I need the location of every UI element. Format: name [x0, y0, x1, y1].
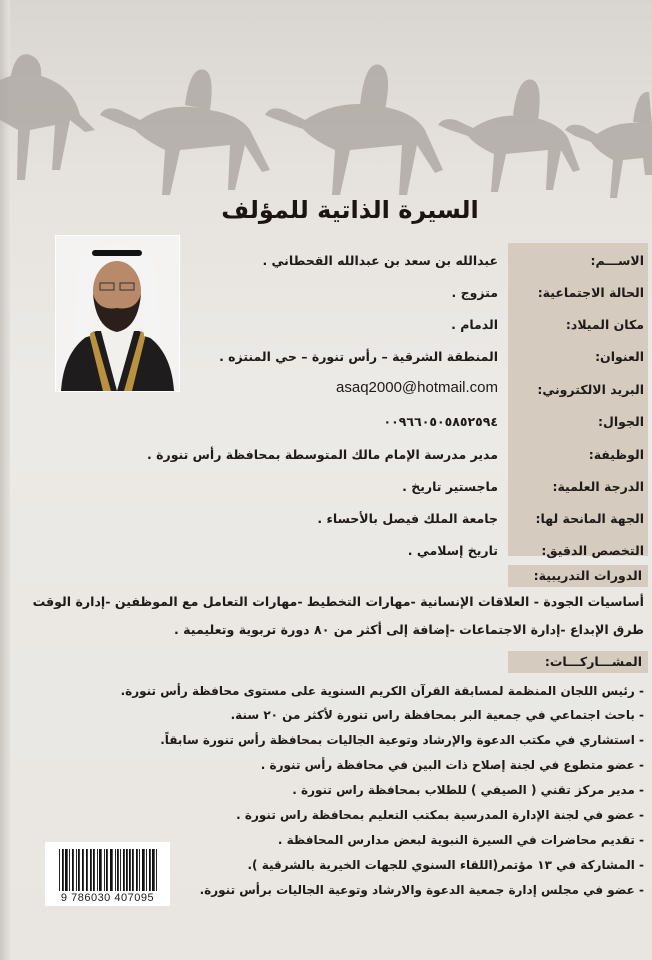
bio-value: جامعة الملك فيصل بالأحساء .: [317, 511, 498, 526]
courses-line: أساسيات الجودة - العلاقات الإنسانية -مهارات التخطيط -مهارات التعامل مع الموظفين -إدارة الوقت: [32, 594, 644, 609]
barcode-bar: [76, 849, 77, 891]
barcode-bar: [106, 849, 108, 891]
camel-silhouette-3: [265, 65, 443, 196]
camel-silhouette-5: [565, 92, 652, 198]
camel-caravan-illustration: [0, 20, 652, 220]
bio-label: الجوال:: [598, 414, 644, 429]
barcode-bar: [97, 849, 98, 891]
bio-label: الجهة المانحة لها:: [535, 511, 644, 526]
courses-line: طرق الإبداع -إدارة الاجتماعات -إضافة إلى أكثر من ٨٠ دورة تربوية وتعليمية .: [174, 622, 644, 637]
bio-row-email: [186, 379, 648, 404]
camel-silhouette-1: [0, 54, 95, 180]
barcode-bar: [146, 849, 147, 891]
barcode-bar: [93, 849, 95, 891]
barcode-bar: [82, 849, 84, 891]
bio-value: المنطقة الشرقية – رأس تنورة – حي المنتزه .: [219, 349, 498, 364]
barcode-bar: [149, 849, 151, 891]
barcode-bar: [115, 849, 116, 891]
bio-label: البريد الالكتروني:: [537, 382, 644, 397]
bio-value: ماجستير تاريخ .: [402, 479, 498, 494]
list-item: - عضو في لجنة الإدارة المدرسية بمكتب التعليم بمحافظة راس تنورة .: [236, 808, 644, 822]
barcode-bar: [62, 849, 64, 891]
barcode-bar: [123, 849, 125, 891]
list-item: - رئيس اللجان المنظمة لمسابقة القرآن الكريم السنوية على مستوى محافظة رأس تنورة.: [120, 684, 644, 698]
participations-heading: المشـــاركـــات:: [508, 651, 648, 673]
list-item: - تقديم محاضرات في السيرة النبوية لبعض مدارس المحافظة .: [277, 833, 644, 847]
bio-value-email: asaq2000@hotmail.com: [336, 379, 498, 396]
barcode-bar: [69, 849, 70, 891]
barcode-bar: [99, 849, 102, 891]
bio-label: الاســـم:: [590, 253, 644, 268]
page-title: السيرة الذاتية للمؤلف: [221, 196, 479, 224]
list-item: - باحث اجتماعي في جمعية البر بمحافظة راس تنورة لأكثر من ٢٠ سنة.: [230, 708, 644, 722]
barcode-bar: [142, 849, 145, 891]
camel-silhouette-4: [438, 79, 580, 192]
bio-row-address: [186, 349, 648, 371]
barcode-bar: [139, 849, 140, 891]
bio-label: العنوان:: [595, 349, 644, 364]
barcode-bar: [152, 849, 155, 891]
barcode-bar: [86, 849, 88, 891]
camel-silhouette-2: [100, 69, 270, 195]
bio-row-marital-status: [186, 285, 648, 307]
bio-row-job: [147, 447, 648, 469]
bio-value: مدير مدرسة الإمام مالك المتوسطة بمحافظة رأس تنورة .: [147, 447, 498, 462]
bio-row-name: [186, 253, 648, 275]
bio-label: التخصص الدقيق:: [541, 543, 644, 558]
barcode-bar: [120, 849, 121, 891]
barcode-bar: [129, 849, 131, 891]
barcode-bar: [117, 849, 119, 891]
bio-label: مكان الميلاد:: [565, 317, 644, 332]
bio-row-specialization: [186, 543, 648, 565]
barcode-bar: [72, 849, 74, 891]
barcode-bar: [110, 849, 113, 891]
bio-row-birthplace: [186, 317, 648, 339]
author-photo: [55, 235, 180, 392]
courses-heading: الدورات التدريبية:: [508, 565, 648, 587]
bio-label: الدرجة العلمية:: [552, 479, 644, 494]
list-item: - عضو في مجلس إدارة جمعية الدعوة والارشاد وتوعية الجاليات برأس تنورة.: [199, 883, 644, 897]
barcode-bar: [156, 849, 157, 891]
barcode-bar: [78, 849, 80, 891]
list-item: - استشاري في مكتب الدعوة والإرشاد وتوعية الجاليات بمحافظة رأس تنورة سابقاً.: [160, 733, 644, 747]
barcode-bar: [104, 849, 105, 891]
barcode-bar: [59, 849, 60, 891]
bio-value: تاريخ إسلامي .: [407, 543, 498, 558]
list-item: - عضو متطوع في لجنة إصلاح ذات البين في محافظة رأس تنورة .: [260, 758, 644, 772]
list-item: - المشاركة في ١٣ مؤتمر(اللقاء السنوي للجهات الخيرية بالشرقية ).: [247, 858, 644, 872]
barcode-bar: [90, 849, 92, 891]
barcode-bars: [59, 849, 159, 891]
bio-row-granting-body: [186, 511, 648, 533]
bio-row-degree: [186, 479, 648, 501]
barcode-bar: [136, 849, 138, 891]
list-item: - مدير مركز تقني ( الصيفي ) للطلاب بمحافظة راس تنورة .: [292, 783, 644, 797]
bio-value: ٠٠٩٦٦٠٥٠٥٨٥٢٥٩٤: [383, 414, 498, 429]
barcode-digits: 9 786030 407095: [60, 892, 155, 904]
bio-value: الدمام .: [451, 317, 498, 332]
bio-label: الحالة الاجتماعية:: [537, 285, 644, 300]
bio-label: الوظيفة:: [588, 447, 644, 462]
barcode-bar: [132, 849, 134, 891]
bio-value: متزوج .: [451, 285, 498, 300]
barcode-bar: [126, 849, 128, 891]
isbn-barcode: [45, 842, 170, 906]
bio-value: عبدالله بن سعد بن عبدالله القحطاني .: [262, 253, 498, 268]
bio-row-mobile: [186, 414, 648, 436]
barcode-bar: [65, 849, 68, 891]
